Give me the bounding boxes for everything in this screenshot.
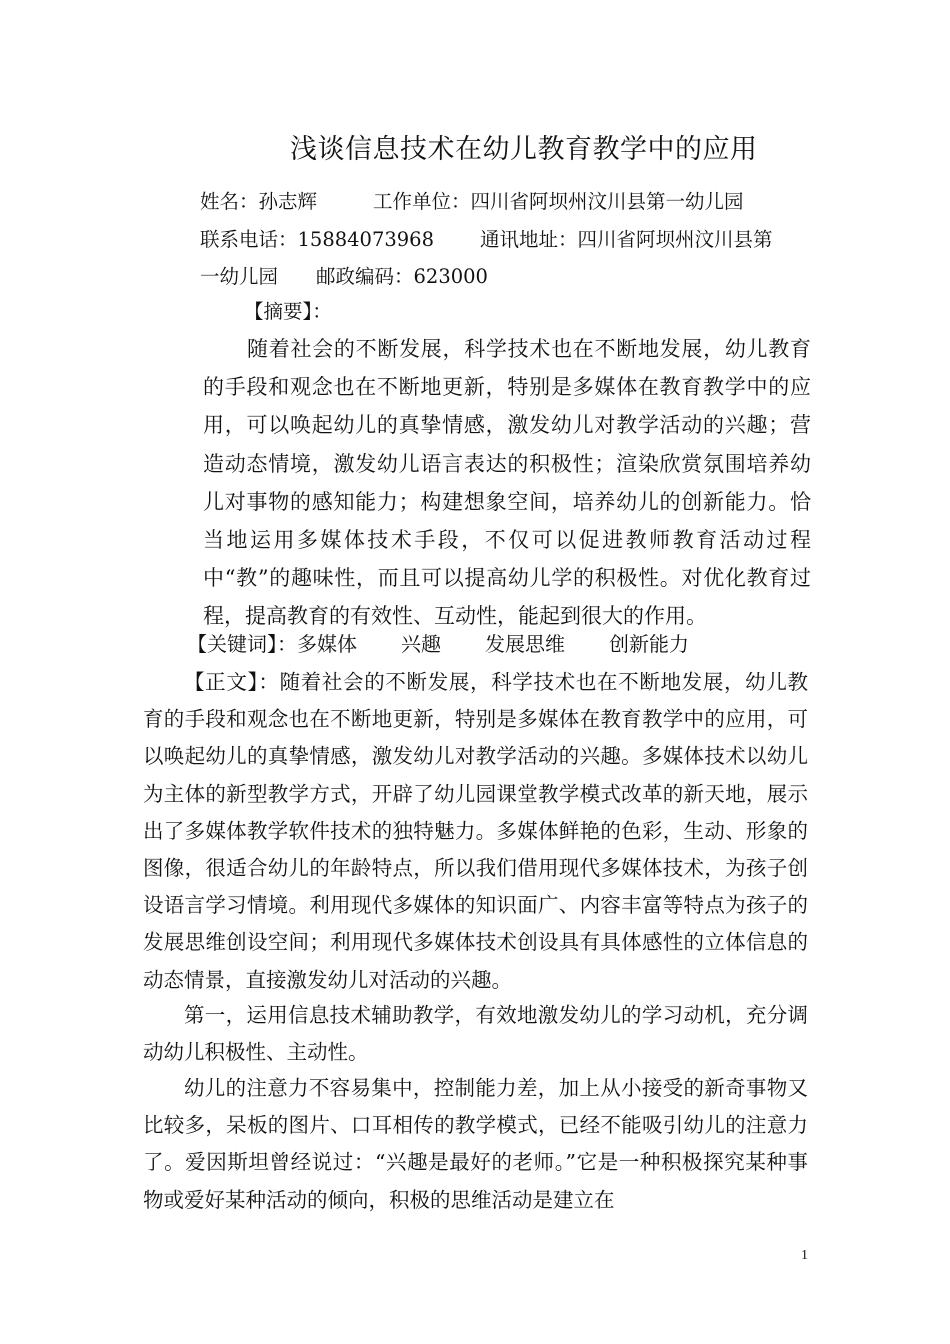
body-paragraph-2: 第一，运用信息技术辅助教学，有效地激发幼儿的学习动机，充分调动幼儿积极性、主动性。: [143, 1003, 808, 1065]
abstract-label: 【摘要】：: [244, 300, 332, 323]
author-row-2: [200, 222, 773, 258]
keyword-item: 创新能力: [609, 632, 689, 656]
author-row-1: [200, 184, 744, 220]
author-name: 姓名：孙志辉: [200, 190, 318, 213]
keywords-label: 【关键词】：: [187, 632, 297, 656]
body-paragraph-3: 幼儿的注意力不容易集中，控制能力差，加上从小接受的新奇事物又比较多，呆板的图片、口耳相传的教学模式，已经不能吸引幼儿的注意力了。爱因斯坦曾经说过：“兴趣是最好的老师。”它是一种积极探究某种事物或爱好某种活动的倾向，积极的思维活动是建立在: [143, 1076, 808, 1212]
keyword-item: 发展思维: [485, 632, 565, 656]
keyword-item: 兴趣: [401, 632, 441, 656]
page-title: 浅谈信息技术在幼儿教育教学中的应用: [290, 134, 758, 165]
author-postcode: 邮政编码：623000: [316, 265, 488, 288]
author-phone: 联系电话：15884073968: [200, 228, 434, 251]
page-number: 1: [801, 1248, 808, 1263]
author-address-end: 一幼儿园: [200, 265, 279, 288]
abstract-text: 随着社会的不断发展，科学技术也在不断地发展，幼儿教育的手段和观念也在不断地更新，特别是多媒体在教育教学中的应用，可以唤起幼儿的真挚情感，激发幼儿对教学活动的兴趣；营造动态情境，激发幼儿语言表达的积极性；渲染欣赏氛围培养幼儿对事物的感知能力；构建想象空间，培养幼儿的创新能力。恰当地运用多媒体技术手段，不仅可以促进教师教育活动过程中“教”的趣味性，而且可以提高幼儿学的积极性。对优化教育过程，提高教育的有效性、互动性，能起到很大的作用。: [203, 337, 811, 629]
body-paragraph-1: 【正文】：随着社会的不断发展，科学技术也在不断地发展，幼儿教育的手段和观念也在不断地更新，特别是多媒体在教育教学中的应用，可以唤起幼儿的真挚情感，激发幼儿对教学活动的兴趣。多媒体技术以幼儿为主体的新型教学方式，开辟了幼儿园课堂教学模式改革的新天地，展示出了多媒体教学软件技术的独特魅力。多媒体鲜艳的色彩，生动、形象的图像，很适合幼儿的年龄特点，所以我们借用现代多媒体技术，为孩子创设语言学习情境。利用现代多媒体的知识面广、内容丰富等特点为孩子的发展思维创设空间；利用现代多媒体技术创设具有具体感性的立体信息的动态情景，直接激发幼儿对活动的兴趣。: [143, 670, 808, 992]
keywords: [187, 627, 689, 661]
author-row-3: [200, 259, 488, 295]
keyword-item: 多媒体: [297, 632, 357, 656]
author-unit: 工作单位：四川省阿坝州汶川县第一幼儿园: [373, 190, 744, 213]
author-address: 通讯地址：四川省阿坝州汶川县第: [479, 228, 773, 251]
